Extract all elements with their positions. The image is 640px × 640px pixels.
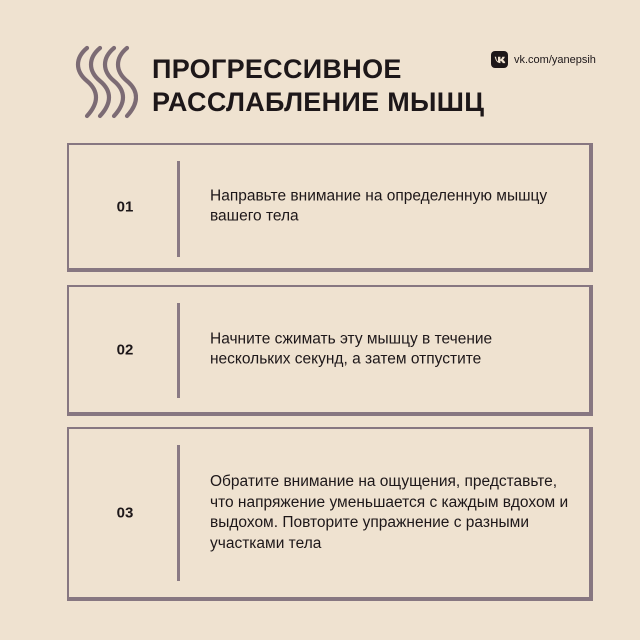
step-card — [67, 143, 593, 272]
step-divider — [177, 303, 180, 398]
social-link-label: vk.com/yanepsih — [514, 53, 596, 66]
psychology-logo-icon — [72, 44, 138, 120]
social-link[interactable] — [491, 51, 596, 68]
step-number: 02 — [116, 341, 134, 358]
step-number: 01 — [116, 198, 134, 215]
page-title — [152, 53, 484, 119]
step-card — [67, 285, 593, 416]
step-description: Направьте внимание на определенную мышцу вашего тела — [210, 187, 548, 225]
title-line-1: ПРОГРЕССИВНОЕ — [152, 54, 402, 84]
title-line-2: РАССЛАБЛЕНИЕ МЫШЦ — [152, 87, 485, 117]
vk-logo-icon — [491, 51, 508, 68]
step-divider — [177, 445, 180, 581]
step-number: 03 — [116, 504, 134, 522]
step-card — [67, 427, 593, 601]
step-description: Начните сжимать эту мышцу в течение нескольких секунд, а затем отпустите — [210, 330, 493, 368]
step-divider — [177, 161, 180, 257]
step-description: Обратите внимание на ощущения, представьте, что напряжение уменьшается с каждым вдохом и выдохом. Повторите упражнение с разными участками тела — [210, 473, 569, 552]
